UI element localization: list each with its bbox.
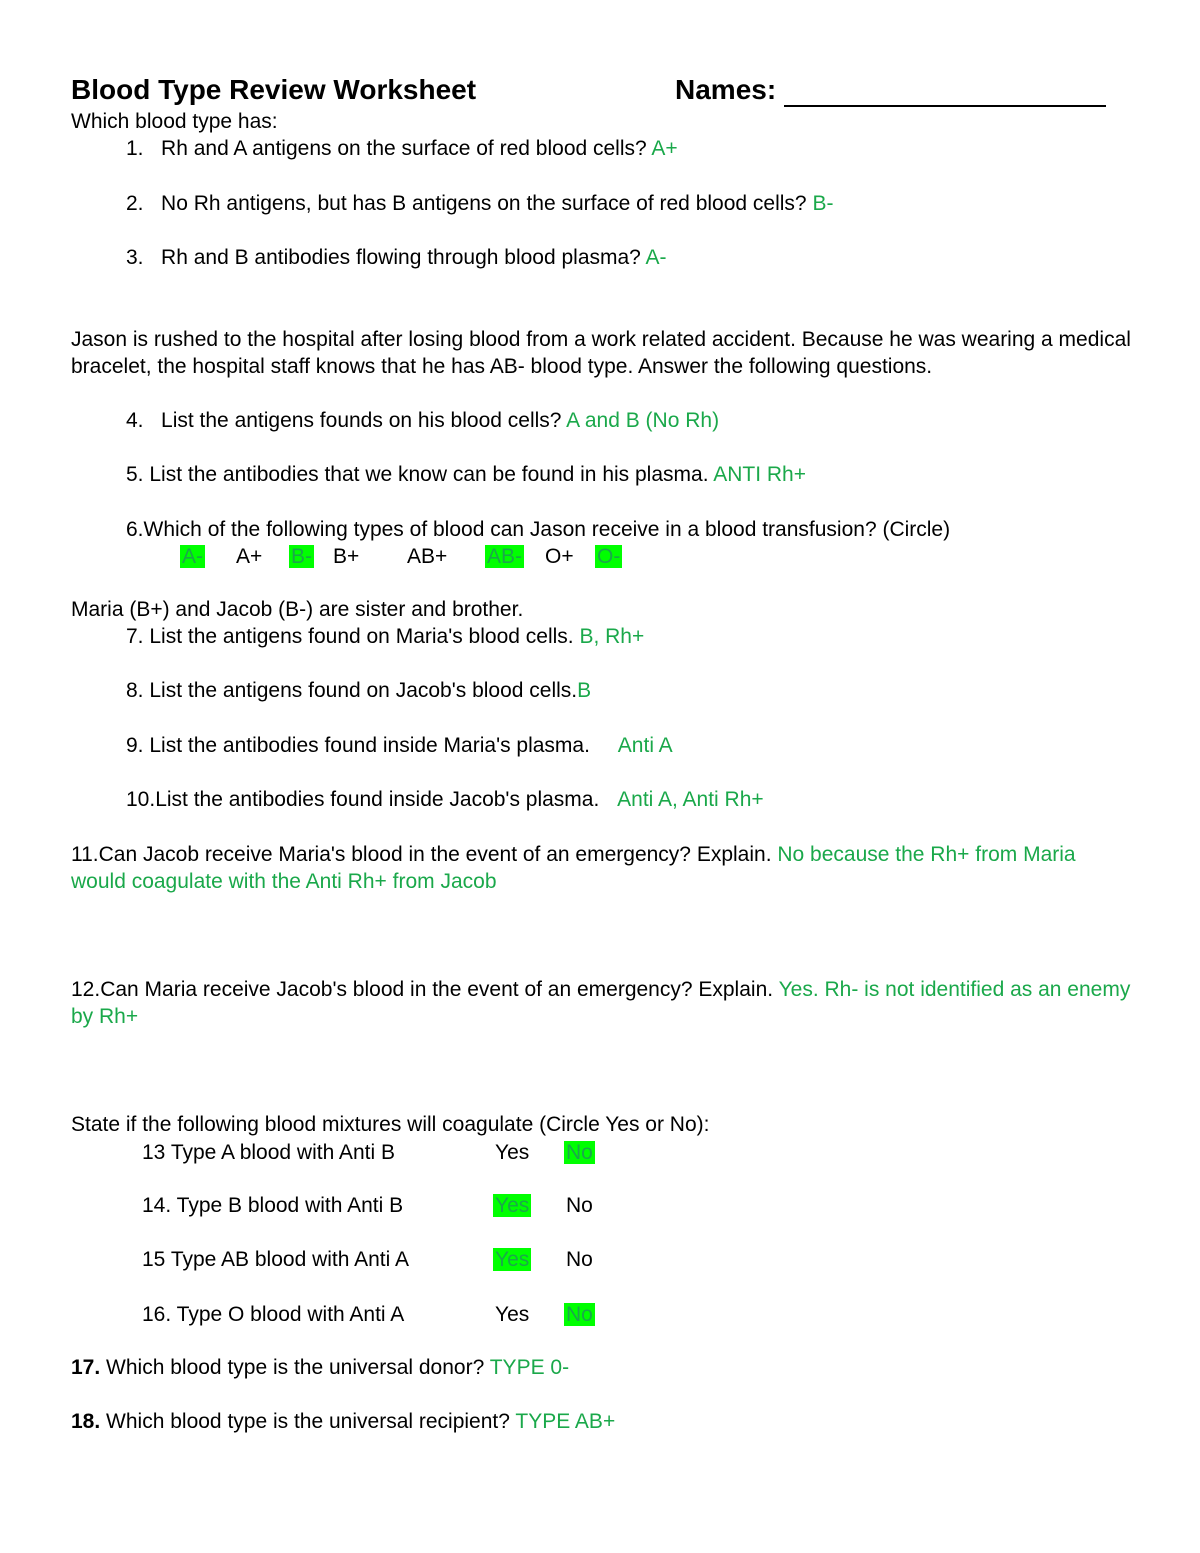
jason-scenario: Jason is rushed to the hospital after losing blood from a work related accident. Because he was wearing a medical bracelet, the hospital staff knows that he has AB- blood type. Answer the following questions. — [71, 328, 1131, 378]
question-11: 11.Can Jacob receive Maria's blood in the event of an emergency? Explain. No because the Rh+ from Maria would coagulate with the Anti Rh+ from Jacob — [71, 843, 1076, 893]
names-field — [675, 73, 1106, 107]
section1-intro: Which blood type has: — [71, 110, 278, 133]
names-label: Names: — [675, 74, 777, 105]
question-7: 7. List the antigens found on Maria's blood cells. B, Rh+ — [126, 625, 645, 648]
question-15: 15 Type AB blood with Anti A — [142, 1248, 409, 1271]
answer-8: B — [577, 679, 592, 702]
question-18: 18. Which blood type is the universal recipient? TYPE AB+ — [71, 1410, 616, 1433]
option-b-neg[interactable]: B- — [291, 545, 312, 568]
question-14: 14. Type B blood with Anti B — [142, 1194, 404, 1217]
answer-9: Anti A — [617, 734, 673, 757]
answer-12: Yes. Rh- is not identified as an enemy by Rh+ — [71, 978, 1131, 1028]
question-4: 4. List the antigens founds on his blood cells? A and B (No Rh) — [126, 409, 720, 432]
question-3: 3. Rh and B antibodies flowing through blood plasma? A- — [126, 246, 667, 269]
question-13: 13 Type A blood with Anti B — [142, 1141, 395, 1164]
answer-4: A and B (No Rh) — [566, 409, 720, 432]
q14-no[interactable]: No — [566, 1194, 593, 1217]
option-a-neg[interactable]: A- — [182, 545, 203, 568]
answer-7: B, Rh+ — [579, 625, 645, 648]
option-o-neg[interactable]: O- — [597, 545, 621, 568]
q13-yes[interactable]: Yes — [495, 1141, 530, 1164]
answer-10: Anti A, Anti Rh+ — [617, 788, 764, 811]
question-2: 2. No Rh antigens, but has B antigens on the surface of red blood cells? B- — [126, 192, 834, 215]
answer-11: No because the Rh+ from Maria would coagulate with the Anti Rh+ from Jacob — [71, 843, 1076, 893]
answer-18: TYPE AB+ — [515, 1410, 616, 1433]
question-10: 10.List the antibodies found inside Jacob's plasma. Anti A, Anti Rh+ — [126, 788, 764, 811]
q13-no[interactable]: No — [566, 1141, 593, 1164]
q14-yes[interactable]: Yes — [495, 1194, 530, 1217]
q15-no[interactable]: No — [566, 1248, 593, 1271]
option-ab-neg[interactable]: AB- — [487, 545, 523, 568]
answer-17: TYPE 0- — [489, 1356, 570, 1379]
answer-2: B- — [812, 192, 834, 215]
section3-intro: Maria (B+) and Jacob (B-) are sister and brother. — [71, 598, 524, 621]
option-b-pos[interactable]: B+ — [333, 545, 360, 568]
answer-3: A- — [645, 246, 667, 269]
option-o-pos[interactable]: O+ — [545, 545, 574, 568]
q16-no[interactable]: No — [566, 1303, 593, 1326]
names-blank-line — [784, 79, 1106, 107]
question-8: 8. List the antigens found on Jacob's blood cells.B — [126, 679, 592, 702]
question-9: 9. List the antibodies found inside Maria's plasma. Anti A — [126, 734, 673, 757]
question-12: 12.Can Maria receive Jacob's blood in the event of an emergency? Explain. Yes. Rh- is not identified as an enemy by Rh+ — [71, 978, 1131, 1028]
answer-5: ANTI Rh+ — [713, 463, 806, 486]
option-a-pos[interactable]: A+ — [236, 545, 263, 568]
page-title: Blood Type Review Worksheet — [71, 74, 477, 105]
question-17: 17. Which blood type is the universal donor? TYPE 0- — [71, 1356, 570, 1379]
q15-yes[interactable]: Yes — [495, 1248, 530, 1271]
answer-1: A+ — [651, 137, 678, 160]
question-5: 5. List the antibodies that we know can be found in his plasma. ANTI Rh+ — [126, 463, 806, 486]
question-16: 16. Type O blood with Anti A — [142, 1303, 405, 1326]
q16-yes[interactable]: Yes — [495, 1303, 530, 1326]
question-6: 6.Which of the following types of blood can Jason receive in a blood transfusion? (Circle) — [126, 518, 951, 541]
option-ab-pos[interactable]: AB+ — [407, 545, 448, 568]
question-1: 1. Rh and A antigens on the surface of red blood cells? A+ — [126, 137, 678, 160]
section4-intro: State if the following blood mixtures will coagulate (Circle Yes or No): — [71, 1113, 710, 1136]
